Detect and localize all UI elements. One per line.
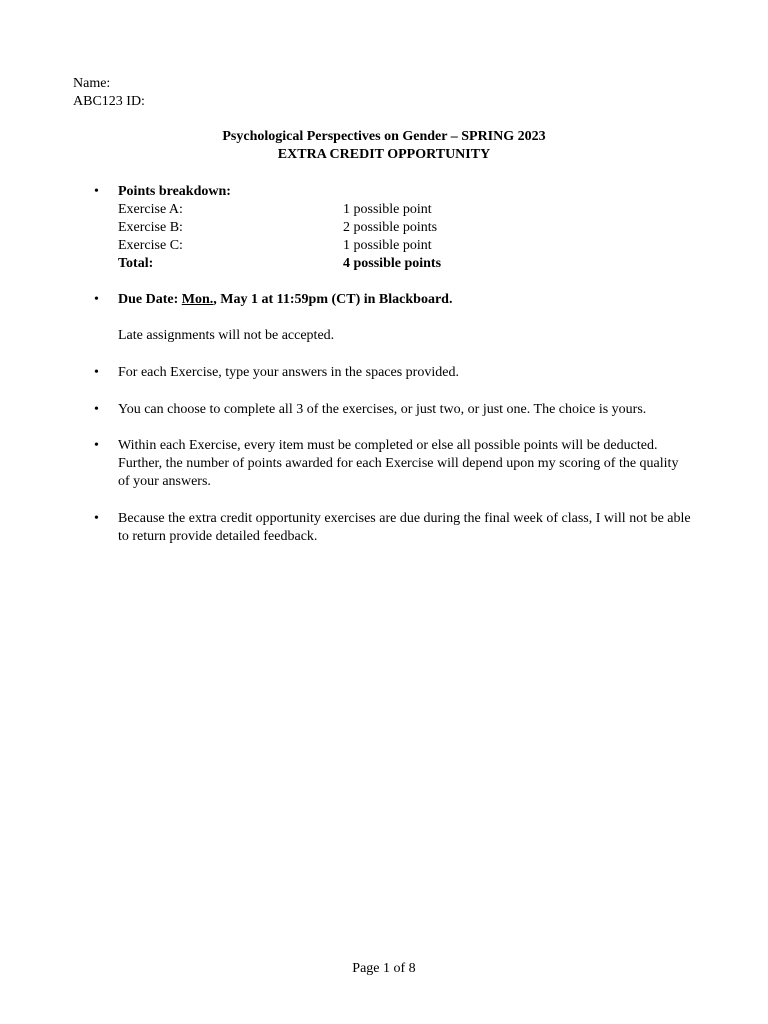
bullet-points-glyph	[94, 183, 99, 201]
points-row	[118, 201, 698, 219]
due-date-day: Mon.	[181, 292, 214, 307]
document-title	[0, 128, 768, 164]
bullet-completion-glyph	[94, 437, 99, 455]
assignment-title: EXTRA CREDIT OPPORTUNITY	[277, 147, 491, 162]
bullet-choice-glyph	[94, 401, 99, 419]
total-points: 4 possible points	[343, 256, 442, 271]
course-title: Psychological Perspectives on Gender – SPRING 2023	[222, 129, 546, 144]
name-label: Name:	[73, 76, 111, 91]
page-number: Page 1 of 8	[352, 961, 416, 976]
bullet-icon: •	[94, 184, 99, 199]
bullet-icon: •	[94, 438, 99, 453]
total-label: Total:	[118, 256, 154, 271]
choice-instruction: You can choose to complete all 3 of the exercises, or just two, or just one. The choice is yours.	[118, 402, 647, 417]
bullet-answers-glyph	[94, 364, 99, 382]
id-label: ABC123 ID:	[73, 94, 145, 109]
exercise-points: 1 possible point	[343, 202, 432, 217]
exercise-label: Exercise A:	[118, 202, 183, 217]
bullet-due-glyph	[94, 291, 99, 309]
points-heading: Points breakdown:	[118, 184, 231, 199]
student-info-block	[73, 75, 145, 111]
exercise-points: 2 possible points	[343, 220, 438, 235]
due-date-details: , May 1 at 11:59pm (CT) in Blackboard.	[213, 292, 453, 307]
completion-instruction: Within each Exercise, every item must be completed or else all possible points will be deducted. Further, the number of points awarded for each Exercise will depend upon my scoring of the quality of your answers.	[118, 438, 679, 489]
feedback-note: Because the extra credit opportunity exercises are due during the final week of class, I will not be able to return provide detailed feedback.	[118, 511, 691, 544]
points-row	[118, 219, 698, 237]
due-date-line	[118, 291, 698, 309]
exercise-points: 1 possible point	[343, 238, 432, 253]
exercise-label: Exercise B:	[118, 220, 183, 235]
answers-instruction: For each Exercise, type your answers in the spaces provided.	[118, 365, 459, 380]
points-breakdown-section	[118, 183, 698, 273]
points-total-row	[118, 255, 698, 273]
bullet-icon: •	[94, 365, 99, 380]
bullet-icon: •	[94, 402, 99, 417]
due-date-section	[118, 291, 698, 345]
bullet-icon: •	[94, 511, 99, 526]
bullet-feedback-glyph	[94, 510, 99, 528]
points-row	[118, 237, 698, 255]
due-date-prefix: Due Date:	[118, 292, 182, 307]
late-note: Late assignments will not be accepted.	[118, 328, 335, 343]
bullet-icon: •	[94, 292, 99, 307]
exercise-label: Exercise C:	[118, 238, 183, 253]
